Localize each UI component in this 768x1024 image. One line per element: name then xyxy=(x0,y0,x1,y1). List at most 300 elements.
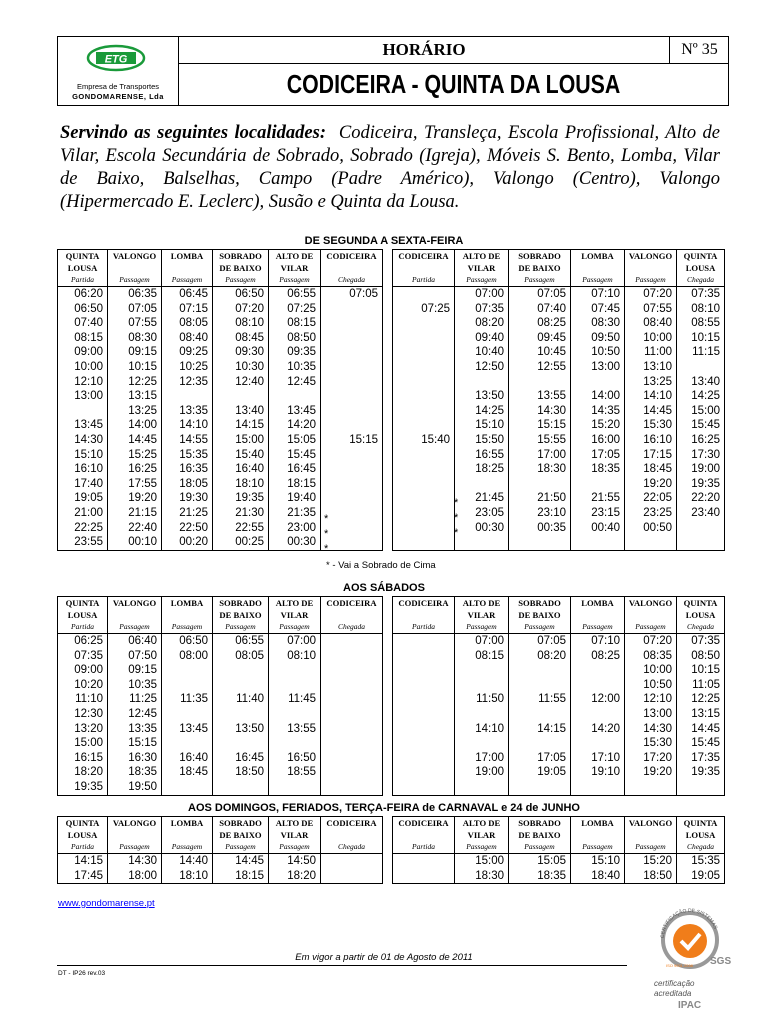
weekday-header-cell: Partida xyxy=(58,274,108,287)
saturday-time-cell: 11:55 xyxy=(509,692,571,707)
saturday-time-cell xyxy=(393,678,455,693)
weekday-time-cell xyxy=(455,535,509,550)
weekday-time-cell: 14:10 xyxy=(625,389,677,404)
weekday-time-cell: 15:20 xyxy=(571,418,625,433)
sunday-header-row xyxy=(58,841,725,854)
saturday-time-cell: 18:45 xyxy=(162,765,213,780)
saturday-time-cell: 13:50 xyxy=(213,722,269,737)
weekday-time-cell: 14:25 xyxy=(455,404,509,419)
weekday-time-cell: 12:25 xyxy=(108,375,162,390)
sunday-header-cell: VALONGO xyxy=(625,817,677,830)
weekday-time-cell: 09:45 xyxy=(509,331,571,346)
weekday-time-cell xyxy=(393,477,455,492)
weekday-time-cell: 15:45 xyxy=(677,418,725,433)
weekday-time-cell xyxy=(571,375,625,390)
website-link[interactable]: www.gondomarense.pt xyxy=(58,898,155,909)
weekday-star-4: * xyxy=(454,497,459,509)
saturday-time-cell: 17:10 xyxy=(571,751,625,766)
sunday-header-cell: VILAR xyxy=(269,829,321,841)
served-localities xyxy=(60,122,720,214)
weekday-time-cell: 09:15 xyxy=(108,345,162,360)
sunday-header-cell: SOBRADO xyxy=(509,817,571,830)
saturday-time-cell xyxy=(321,751,383,766)
svg-text:ISO 9001:2008: ISO 9001:2008 xyxy=(666,963,693,968)
sunday-header-cell: SOBRADO xyxy=(213,817,269,830)
weekday-time-cell xyxy=(321,345,383,360)
saturday-header-cell: CODICEIRA xyxy=(321,597,383,610)
saturday-time-cell xyxy=(321,765,383,780)
saturday-time-cell xyxy=(393,707,455,722)
saturday-table-row xyxy=(58,634,725,649)
weekday-time-cell: 16:40 xyxy=(213,462,269,477)
saturday-time-cell xyxy=(269,736,321,751)
weekday-header-cell: Passagem xyxy=(455,274,509,287)
saturday-time-cell: 11:45 xyxy=(269,692,321,707)
weekday-time-cell xyxy=(321,418,383,433)
saturday-time-cell: 08:20 xyxy=(509,649,571,664)
weekday-time-cell: 14:55 xyxy=(162,433,213,448)
weekday-table-row xyxy=(58,302,725,317)
weekday-header-cell: VALONGO xyxy=(625,250,677,263)
weekday-time-cell: 23:10 xyxy=(509,506,571,521)
sunday-header-cell: DE BAIXO xyxy=(509,829,571,841)
weekday-header-cell: Passagem xyxy=(571,274,625,287)
weekday-time-cell: 00:20 xyxy=(162,535,213,550)
weekday-time-cell: 07:05 xyxy=(108,302,162,317)
weekday-time-cell: 16:10 xyxy=(58,462,108,477)
weekday-time-cell: 19:00 xyxy=(677,462,725,477)
weekday-time-cell: 14:35 xyxy=(571,404,625,419)
sunday-header-cell: Passagem xyxy=(455,841,509,854)
weekday-time-cell xyxy=(393,521,455,536)
weekday-time-cell: 09:25 xyxy=(162,345,213,360)
saturday-header-row xyxy=(58,621,725,634)
weekday-time-cell: 08:25 xyxy=(509,316,571,331)
weekday-time-cell: 13:10 xyxy=(625,360,677,375)
weekday-header-row xyxy=(58,274,725,287)
weekday-time-cell: 06:45 xyxy=(162,287,213,302)
weekday-header-cell: DE BAIXO xyxy=(213,262,269,274)
weekday-time-cell xyxy=(509,477,571,492)
weekday-time-cell: 06:50 xyxy=(213,287,269,302)
saturday-time-cell: 19:35 xyxy=(677,765,725,780)
saturday-time-cell xyxy=(571,780,625,795)
saturday-time-cell xyxy=(321,692,383,707)
weekday-time-cell: 10:00 xyxy=(625,331,677,346)
weekday-time-cell: 23:25 xyxy=(625,506,677,521)
saturday-header-cell xyxy=(571,609,625,621)
sunday-time-cell xyxy=(321,869,383,884)
weekday-table-row xyxy=(58,521,725,536)
weekday-time-cell xyxy=(321,389,383,404)
weekday-time-cell: 00:25 xyxy=(213,535,269,550)
saturday-header-cell: Passagem xyxy=(162,621,213,634)
saturday-time-cell xyxy=(269,678,321,693)
weekday-time-cell: 18:25 xyxy=(455,462,509,477)
weekday-time-cell: 22:25 xyxy=(58,521,108,536)
saturday-header-cell: LOMBA xyxy=(571,597,625,610)
weekday-time-cell: 17:15 xyxy=(625,448,677,463)
saturday-time-cell: 06:25 xyxy=(58,634,108,649)
saturday-header-cell: Passagem xyxy=(213,621,269,634)
sunday-header-cell: Passagem xyxy=(509,841,571,854)
valid-from: Em vigor a partir de 01 de Agosto de 2011 xyxy=(295,952,473,963)
weekday-header-cell: SOBRADO xyxy=(213,250,269,263)
weekday-table-row xyxy=(58,316,725,331)
weekday-time-cell xyxy=(269,389,321,404)
weekday-time-cell: 18:05 xyxy=(162,477,213,492)
weekday-time-cell xyxy=(509,375,571,390)
weekday-header-cell: Chegada xyxy=(321,274,383,287)
saturday-time-cell: 09:00 xyxy=(58,663,108,678)
weekday-header-cell: Passagem xyxy=(213,274,269,287)
weekday-time-cell: 12:35 xyxy=(162,375,213,390)
weekday-time-cell: 13:15 xyxy=(108,389,162,404)
saturday-time-cell xyxy=(455,678,509,693)
weekday-time-cell: 14:00 xyxy=(571,389,625,404)
weekday-header-cell xyxy=(162,262,213,274)
company-line1: Empresa de Transportes xyxy=(76,82,160,91)
saturday-time-cell: 16:50 xyxy=(269,751,321,766)
saturday-header-cell: LOMBA xyxy=(162,597,213,610)
weekday-header-row xyxy=(58,262,725,274)
saturday-time-cell: 14:20 xyxy=(571,722,625,737)
weekday-time-cell: 10:35 xyxy=(269,360,321,375)
weekday-time-cell xyxy=(393,360,455,375)
weekday-time-cell xyxy=(321,302,383,317)
weekday-time-cell xyxy=(625,535,677,550)
saturday-header-cell: SOBRADO xyxy=(509,597,571,610)
sunday-header-cell: Passagem xyxy=(108,841,162,854)
saturday-header-cell: VILAR xyxy=(455,609,509,621)
saturday-header-cell: Passagem xyxy=(625,621,677,634)
weekday-time-cell: 16:35 xyxy=(162,462,213,477)
weekday-time-cell: 09:35 xyxy=(269,345,321,360)
weekday-time-cell: 17:30 xyxy=(677,448,725,463)
saturday-time-cell: 13:45 xyxy=(162,722,213,737)
saturday-time-cell: 08:25 xyxy=(571,649,625,664)
saturday-time-cell: 14:30 xyxy=(625,722,677,737)
weekday-star-2: * xyxy=(324,528,329,540)
sunday-header-cell xyxy=(321,829,383,841)
saturday-time-cell xyxy=(393,634,455,649)
saturday-time-cell xyxy=(455,780,509,795)
sunday-table-row xyxy=(58,854,725,869)
weekday-time-cell xyxy=(58,404,108,419)
saturday-table-row xyxy=(58,692,725,707)
saturday-time-cell: 07:20 xyxy=(625,634,677,649)
saturday-time-cell: 08:50 xyxy=(677,649,725,664)
sunday-header-cell: VILAR xyxy=(455,829,509,841)
weekday-time-cell: 07:35 xyxy=(455,302,509,317)
company-logo xyxy=(58,37,179,105)
saturday-time-cell xyxy=(571,707,625,722)
saturday-time-cell xyxy=(509,780,571,795)
saturday-time-cell: 06:55 xyxy=(213,634,269,649)
weekday-table-row xyxy=(58,360,725,375)
weekday-time-cell xyxy=(393,506,455,521)
sunday-time-cell: 14:40 xyxy=(162,854,213,869)
saturday-header-cell: Chegada xyxy=(321,621,383,634)
saturday-time-cell: 12:10 xyxy=(625,692,677,707)
saturday-time-cell: 18:20 xyxy=(58,765,108,780)
weekday-time-cell: 10:25 xyxy=(162,360,213,375)
saturday-table-row xyxy=(58,780,725,795)
saturday-time-cell xyxy=(393,780,455,795)
weekday-table-row xyxy=(58,331,725,346)
saturday-time-cell: 07:35 xyxy=(677,634,725,649)
weekday-table-row xyxy=(58,448,725,463)
saturday-time-cell: 06:50 xyxy=(162,634,213,649)
weekday-header-cell xyxy=(108,262,162,274)
weekday-time-cell xyxy=(677,360,725,375)
sunday-header-cell: LOMBA xyxy=(571,817,625,830)
weekday-time-cell: 15:30 xyxy=(625,418,677,433)
weekday-time-cell: 08:55 xyxy=(677,316,725,331)
weekday-time-cell: 15:45 xyxy=(269,448,321,463)
saturday-time-cell: 15:00 xyxy=(58,736,108,751)
saturday-time-cell: 11:40 xyxy=(213,692,269,707)
weekday-time-cell: 22:05 xyxy=(625,491,677,506)
sunday-time-cell: 18:10 xyxy=(162,869,213,884)
saturday-time-cell: 10:50 xyxy=(625,678,677,693)
sunday-header-cell: Passagem xyxy=(213,841,269,854)
weekday-timetable xyxy=(57,249,725,551)
weekday-time-cell xyxy=(393,287,455,302)
weekday-time-cell: 13:25 xyxy=(108,404,162,419)
weekday-title: DE SEGUNDA A SEXTA-FEIRA xyxy=(304,235,464,247)
weekday-time-cell: 22:55 xyxy=(213,521,269,536)
saturday-header-cell: ALTO DE xyxy=(455,597,509,610)
weekday-time-cell: 08:30 xyxy=(108,331,162,346)
weekday-table-row xyxy=(58,535,725,550)
weekday-time-cell: 18:10 xyxy=(213,477,269,492)
saturday-header-cell: ALTO DE xyxy=(269,597,321,610)
saturday-header-cell: Passagem xyxy=(269,621,321,634)
saturday-header-cell: QUINTA xyxy=(58,597,108,610)
svg-text:SGS: SGS xyxy=(710,956,732,967)
weekday-time-cell: 15:40 xyxy=(393,433,455,448)
weekday-time-cell: 08:20 xyxy=(455,316,509,331)
saturday-time-cell xyxy=(509,678,571,693)
saturday-time-cell: 10:20 xyxy=(58,678,108,693)
saturday-time-cell: 12:25 xyxy=(677,692,725,707)
sunday-time-cell: 18:30 xyxy=(455,869,509,884)
weekday-header-cell: QUINTA xyxy=(677,250,725,263)
weekday-time-cell: 16:25 xyxy=(677,433,725,448)
weekday-time-cell: 06:35 xyxy=(108,287,162,302)
saturday-time-cell xyxy=(393,649,455,664)
weekday-time-cell xyxy=(393,375,455,390)
weekday-time-cell xyxy=(455,477,509,492)
sunday-time-cell: 18:15 xyxy=(213,869,269,884)
sunday-time-cell: 14:15 xyxy=(58,854,108,869)
weekday-table-row xyxy=(58,287,725,302)
weekday-time-cell: 23:55 xyxy=(58,535,108,550)
sunday-header-row xyxy=(58,817,725,830)
weekday-table-row xyxy=(58,433,725,448)
sunday-header-cell: LOUSA xyxy=(58,829,108,841)
weekday-time-cell: 18:15 xyxy=(269,477,321,492)
saturday-time-cell: 18:55 xyxy=(269,765,321,780)
saturday-time-cell xyxy=(571,663,625,678)
weekday-time-cell: 21:55 xyxy=(571,491,625,506)
sunday-time-cell: 15:10 xyxy=(571,854,625,869)
weekday-time-cell: 08:15 xyxy=(269,316,321,331)
footnote-sobrado-cima: * - Vai a Sobrado de Cima xyxy=(326,560,436,571)
weekday-time-cell: 15:00 xyxy=(677,404,725,419)
weekday-header-cell: Passagem xyxy=(509,274,571,287)
saturday-time-cell xyxy=(509,663,571,678)
weekday-time-cell: 19:20 xyxy=(108,491,162,506)
weekday-time-cell: 00:30 xyxy=(269,535,321,550)
weekday-time-cell: 00:30 xyxy=(455,521,509,536)
weekday-header-cell: LOUSA xyxy=(58,262,108,274)
sunday-time-cell xyxy=(393,854,455,869)
weekday-time-cell: 13:40 xyxy=(213,404,269,419)
weekday-time-cell: 13:45 xyxy=(58,418,108,433)
weekday-time-cell: 00:10 xyxy=(108,535,162,550)
weekday-star-1: * xyxy=(324,513,329,525)
saturday-header-cell: VALONGO xyxy=(108,597,162,610)
saturday-header-cell: LOUSA xyxy=(677,609,725,621)
weekday-time-cell xyxy=(393,491,455,506)
saturday-time-cell: 17:20 xyxy=(625,751,677,766)
saturday-header-row xyxy=(58,609,725,621)
saturday-time-cell xyxy=(321,663,383,678)
weekday-time-cell: 21:50 xyxy=(509,491,571,506)
saturday-timetable xyxy=(57,596,725,796)
weekday-header-cell: CODICEIRA xyxy=(321,250,383,263)
weekday-time-cell: 07:40 xyxy=(58,316,108,331)
saturday-time-cell xyxy=(393,765,455,780)
sunday-time-cell: 14:50 xyxy=(269,854,321,869)
saturday-time-cell xyxy=(571,736,625,751)
weekday-time-cell: 21:35 xyxy=(269,506,321,521)
weekday-time-cell: 17:05 xyxy=(571,448,625,463)
saturday-time-cell: 10:35 xyxy=(108,678,162,693)
weekday-time-cell: 08:45 xyxy=(213,331,269,346)
weekday-table-row xyxy=(58,477,725,492)
weekday-time-cell: 08:10 xyxy=(677,302,725,317)
weekday-time-cell: 06:55 xyxy=(269,287,321,302)
saturday-time-cell xyxy=(455,707,509,722)
weekday-time-cell xyxy=(509,535,571,550)
weekday-time-cell xyxy=(393,462,455,477)
weekday-time-cell: 17:40 xyxy=(58,477,108,492)
svg-text:certificação: certificação xyxy=(654,979,695,988)
weekday-time-cell: 08:10 xyxy=(213,316,269,331)
sunday-time-cell xyxy=(393,869,455,884)
saturday-time-cell: 10:00 xyxy=(625,663,677,678)
sunday-header-cell: LOUSA xyxy=(677,829,725,841)
route-title: CODICEIRA - QUINTA DA LOUSA xyxy=(286,69,621,99)
sunday-header-cell: VALONGO xyxy=(108,817,162,830)
saturday-time-cell xyxy=(571,678,625,693)
weekday-time-cell: 13:00 xyxy=(58,389,108,404)
saturday-time-cell: 15:15 xyxy=(108,736,162,751)
sunday-time-cell: 15:00 xyxy=(455,854,509,869)
weekday-table-row xyxy=(58,491,725,506)
weekday-time-cell xyxy=(393,404,455,419)
sunday-header-cell: LOMBA xyxy=(162,817,213,830)
weekday-time-cell: 08:50 xyxy=(269,331,321,346)
weekday-time-cell: 19:20 xyxy=(625,477,677,492)
saturday-time-cell: 07:00 xyxy=(455,634,509,649)
weekday-time-cell xyxy=(393,389,455,404)
weekday-time-cell xyxy=(321,360,383,375)
saturday-time-cell xyxy=(321,634,383,649)
doc-type: HORÁRIO xyxy=(179,37,669,64)
sunday-header-cell: CODICEIRA xyxy=(393,817,455,830)
weekday-time-cell: 13:55 xyxy=(509,389,571,404)
saturday-time-cell: 09:15 xyxy=(108,663,162,678)
saturday-time-cell: 11:25 xyxy=(108,692,162,707)
saturday-time-cell xyxy=(162,780,213,795)
sunday-header-cell: ALTO DE xyxy=(269,817,321,830)
saturday-header-cell: Passagem xyxy=(455,621,509,634)
weekday-time-cell: 15:10 xyxy=(58,448,108,463)
saturday-time-cell xyxy=(393,663,455,678)
saturday-header-cell: VILAR xyxy=(269,609,321,621)
saturday-time-cell: 07:10 xyxy=(571,634,625,649)
weekday-time-cell: 09:50 xyxy=(571,331,625,346)
sunday-header-cell: Passagem xyxy=(571,841,625,854)
saturday-time-cell xyxy=(321,707,383,722)
weekday-time-cell: 07:00 xyxy=(455,287,509,302)
weekday-time-cell: 21:25 xyxy=(162,506,213,521)
weekday-time-cell: 14:00 xyxy=(108,418,162,433)
sunday-time-cell: 18:40 xyxy=(571,869,625,884)
saturday-header-cell xyxy=(108,609,162,621)
weekday-time-cell xyxy=(321,462,383,477)
weekday-time-cell: 10:15 xyxy=(108,360,162,375)
saturday-time-cell xyxy=(321,736,383,751)
saturday-header-cell: Partida xyxy=(58,621,108,634)
weekday-time-cell: 14:25 xyxy=(677,389,725,404)
weekday-time-cell xyxy=(571,477,625,492)
weekday-time-cell xyxy=(677,521,725,536)
weekday-time-cell: 19:35 xyxy=(677,477,725,492)
weekday-time-cell: 16:00 xyxy=(571,433,625,448)
saturday-time-cell xyxy=(162,707,213,722)
weekday-time-cell: 08:05 xyxy=(162,316,213,331)
saturday-time-cell xyxy=(213,678,269,693)
saturday-time-cell: 07:05 xyxy=(509,634,571,649)
weekday-time-cell xyxy=(162,389,213,404)
saturday-header-cell xyxy=(625,609,677,621)
saturday-time-cell: 12:30 xyxy=(58,707,108,722)
saturday-header-cell xyxy=(393,609,455,621)
sunday-header-cell xyxy=(108,829,162,841)
weekday-header-cell: Partida xyxy=(393,274,455,287)
saturday-time-cell: 10:15 xyxy=(677,663,725,678)
saturday-time-cell: 17:05 xyxy=(509,751,571,766)
weekday-header-cell xyxy=(393,262,455,274)
saturday-time-cell: 16:40 xyxy=(162,751,213,766)
saturday-table-row xyxy=(58,751,725,766)
saturday-header-cell xyxy=(162,609,213,621)
saturday-header-cell: QUINTA xyxy=(677,597,725,610)
weekday-time-cell xyxy=(321,506,383,521)
weekday-time-cell xyxy=(321,331,383,346)
saturday-time-cell: 08:35 xyxy=(625,649,677,664)
sunday-header-cell: Partida xyxy=(393,841,455,854)
weekday-time-cell xyxy=(393,331,455,346)
saturday-time-cell: 08:05 xyxy=(213,649,269,664)
weekday-time-cell: 15:15 xyxy=(509,418,571,433)
weekday-time-cell: 09:30 xyxy=(213,345,269,360)
